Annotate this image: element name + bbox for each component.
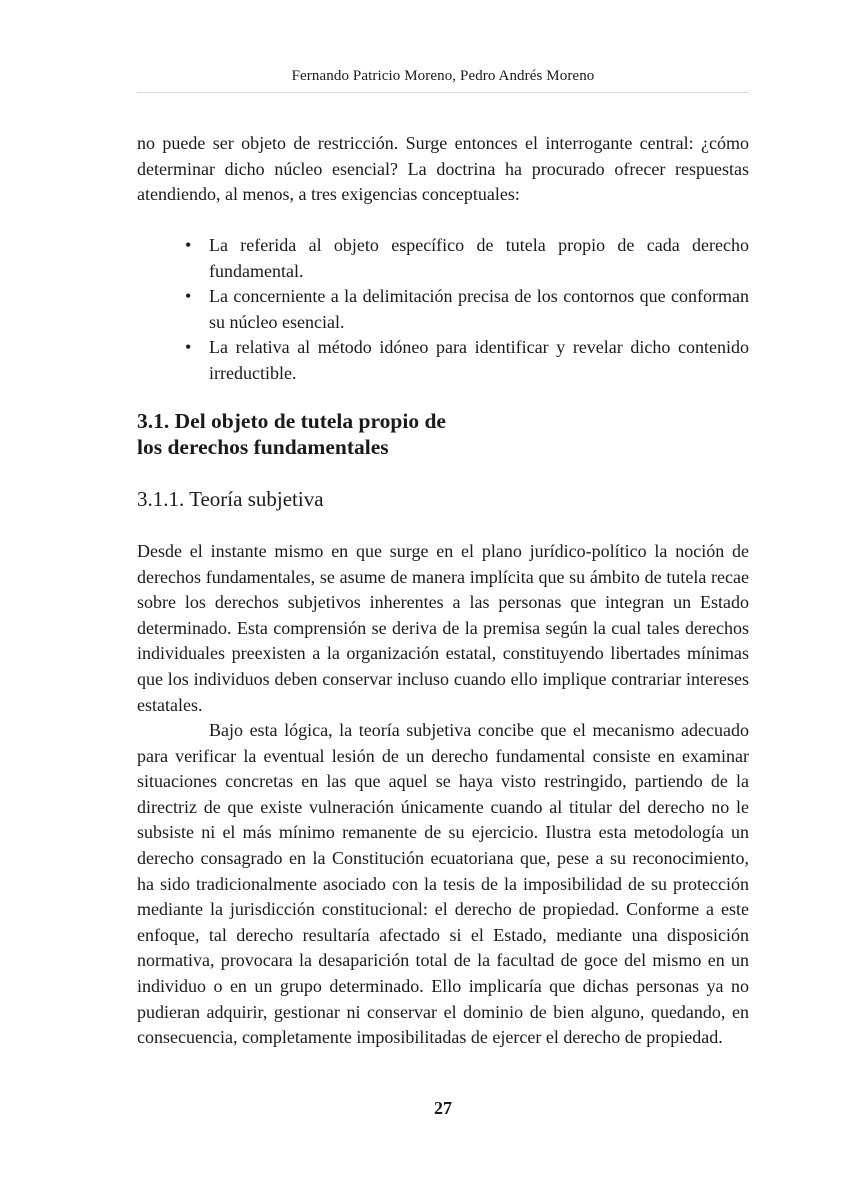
- body-paragraph: Desde el instante mismo en que surge en el plano jurídico-político la noción de derechos fundamentales, se asume de manera implícita que su ámbito de tutela recae sobre los derechos subjetivos inherentes a las personas que integran un Estado determinado. Esta comprensión se deriva de la premisa según la cual tales derechos individuales preexisten a la organización estatal, constituyendo libertades mínimas que los individuos deben conservar incluso cuando ello implique contrariar intereses estatales.: [137, 541, 749, 715]
- section-heading: [137, 408, 749, 460]
- list-item-text: La concerniente a la delimitación precisa de los contornos que conforman su núcleo esencial.: [209, 286, 749, 332]
- list-item: [185, 284, 749, 335]
- page-number: 27: [434, 1098, 452, 1118]
- bullet-marker: •: [185, 286, 192, 307]
- list-item: [185, 233, 749, 284]
- list-item: [185, 335, 749, 386]
- running-head: Fernando Patricio Moreno, Pedro Andrés Moreno: [291, 68, 595, 84]
- subsection-heading: 3.1.1. Teoría subjetiva: [137, 487, 324, 511]
- list-item-text: La referida al objeto específico de tutela propio de cada derecho fundamental.: [209, 235, 749, 281]
- bullet-marker: •: [185, 337, 192, 358]
- intro-paragraph: no puede ser objeto de restricción. Surge entonces el interrogante central: ¿cómo determinar dicho núcleo esencial? La doctrina ha procurado ofrecer respuestas atendiendo, al menos, a tres exigencias conceptuales:: [137, 133, 749, 205]
- list-item-text: La relativa al método idóneo para identificar y revelar dicho contenido irreductible.: [209, 337, 749, 383]
- section-heading-line: los derechos fundamentales: [137, 435, 389, 459]
- document-page: [137, 0, 749, 1191]
- section-heading-line: 3.1. Del objeto de tutela propio de: [137, 409, 446, 433]
- body-paragraph: Bajo esta lógica, la teoría subjetiva concibe que el mecanismo adecuado para verificar la eventual lesión de un derecho fundamental consiste en examinar situaciones concretas en las que aquel se haya visto restringido, partiendo de la directriz de que existe vulneración únicamente cuando al titular del derecho no le subsiste ni el más mínimo remanente de su ejercicio. Ilustra esta metodología un derecho consagrado en la Constitución ecuatoriana que, pese a su reconocimiento, ha sido tradicionalmente asociado con la tesis de la imposibilidad de su protección mediante la jurisdicción constitucional: el derecho de propiedad. Conforme a este enfoque, tal derecho resultaría afectado si el Estado, mediante una disposición normativa, provocara la desaparición total de la facultad de goce del mismo en un individuo o en un grupo determinado. Ello implicaría que dichas personas ya no pudieran adquirir, gestionar ni conservar el dominio de bien alguno, quedando, en consecuencia, completamente imposibilitadas de ejercer el derecho de propiedad.: [137, 720, 749, 1048]
- header-rule: [137, 92, 749, 93]
- bullet-list: [185, 233, 749, 387]
- bullet-marker: •: [185, 235, 192, 255]
